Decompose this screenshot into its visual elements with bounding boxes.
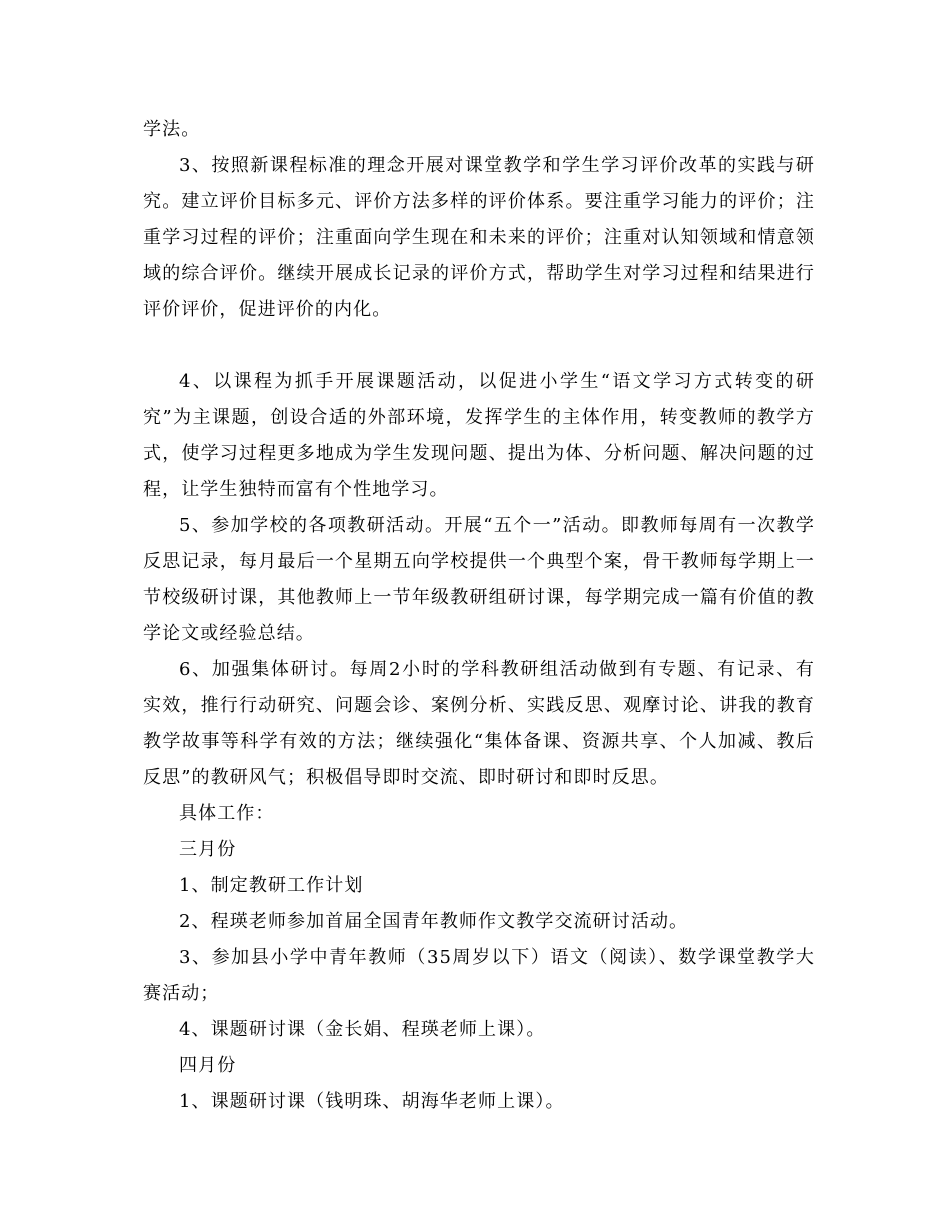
april-item-1: 1、课题研讨课（钱明珠、胡海华老师上课）。 xyxy=(179,1091,565,1112)
march-item-4: 4、课题研讨课（金长娟、程瑛老师上课）。 xyxy=(179,1019,546,1040)
paragraph-item-3: 3、按照新课程标准的理念开展对课堂教学和学生学习评价改革的实践与研究。建立评价目标多元、评价方法多样的评价体系。要注重学习能力的评价；注重学习过程的评价；注重面向学生现在和未来的评价；注重对认知领域和情意领域的综合评价。继续开展成长记录的评价方式，帮助学生对学习过程和结果进行评价评价，促进评价的内化。 xyxy=(143,155,815,320)
paragraph-item-4: 4、以课程为抓手开展课题活动，以促进小学生“语文学习方式转变的研究”为主课题，创设合适的外部环境，发挥学生的主体作用，转变教师的教学方式，使学习过程更多地成为学生发现问题、提出为体、分析问题、解决问题的过程，让学生独特而富有个性地学习。 xyxy=(143,371,815,500)
march-item-3: 3、参加县小学中青年教师（35周岁以下）语文（阅读）、数学课堂教学大赛活动； xyxy=(143,947,815,1004)
paragraph-item-5: 5、参加学校的各项教研活动。开展“五个一”活动。即教师每周有一次教学反思记录，每月最后一个星期五向学校提供一个典型个案，骨干教师每学期上一节校级研讨课，其他教师上一节年级教研组研讨课，每学期完成一篇有价值的教学论文或经验总结。 xyxy=(143,515,815,644)
month-heading-march: 三月份 xyxy=(179,839,237,860)
march-item-1: 1、制定教研工作计划 xyxy=(179,875,364,896)
paragraph-continuation: 学法。 xyxy=(143,119,201,140)
section-heading-specific-work: 具体工作： xyxy=(179,803,275,824)
march-item-2: 2、程瑛老师参加首届全国青年教师作文教学交流研讨活动。 xyxy=(179,911,689,932)
paragraph-item-6: 6、加强集体研讨。每周2小时的学科教研组活动做到有专题、有记录、有实效，推行行动研究、问题会诊、案例分析、实践反思、观摩讨论、讲我的教育教学故事等科学有效的方法；继续强化“集体备课、资源共享、个人加减、教后反思”的教研风气；积极倡导即时交流、即时研讨和即时反思。 xyxy=(143,659,815,788)
month-heading-april: 四月份 xyxy=(179,1055,237,1076)
